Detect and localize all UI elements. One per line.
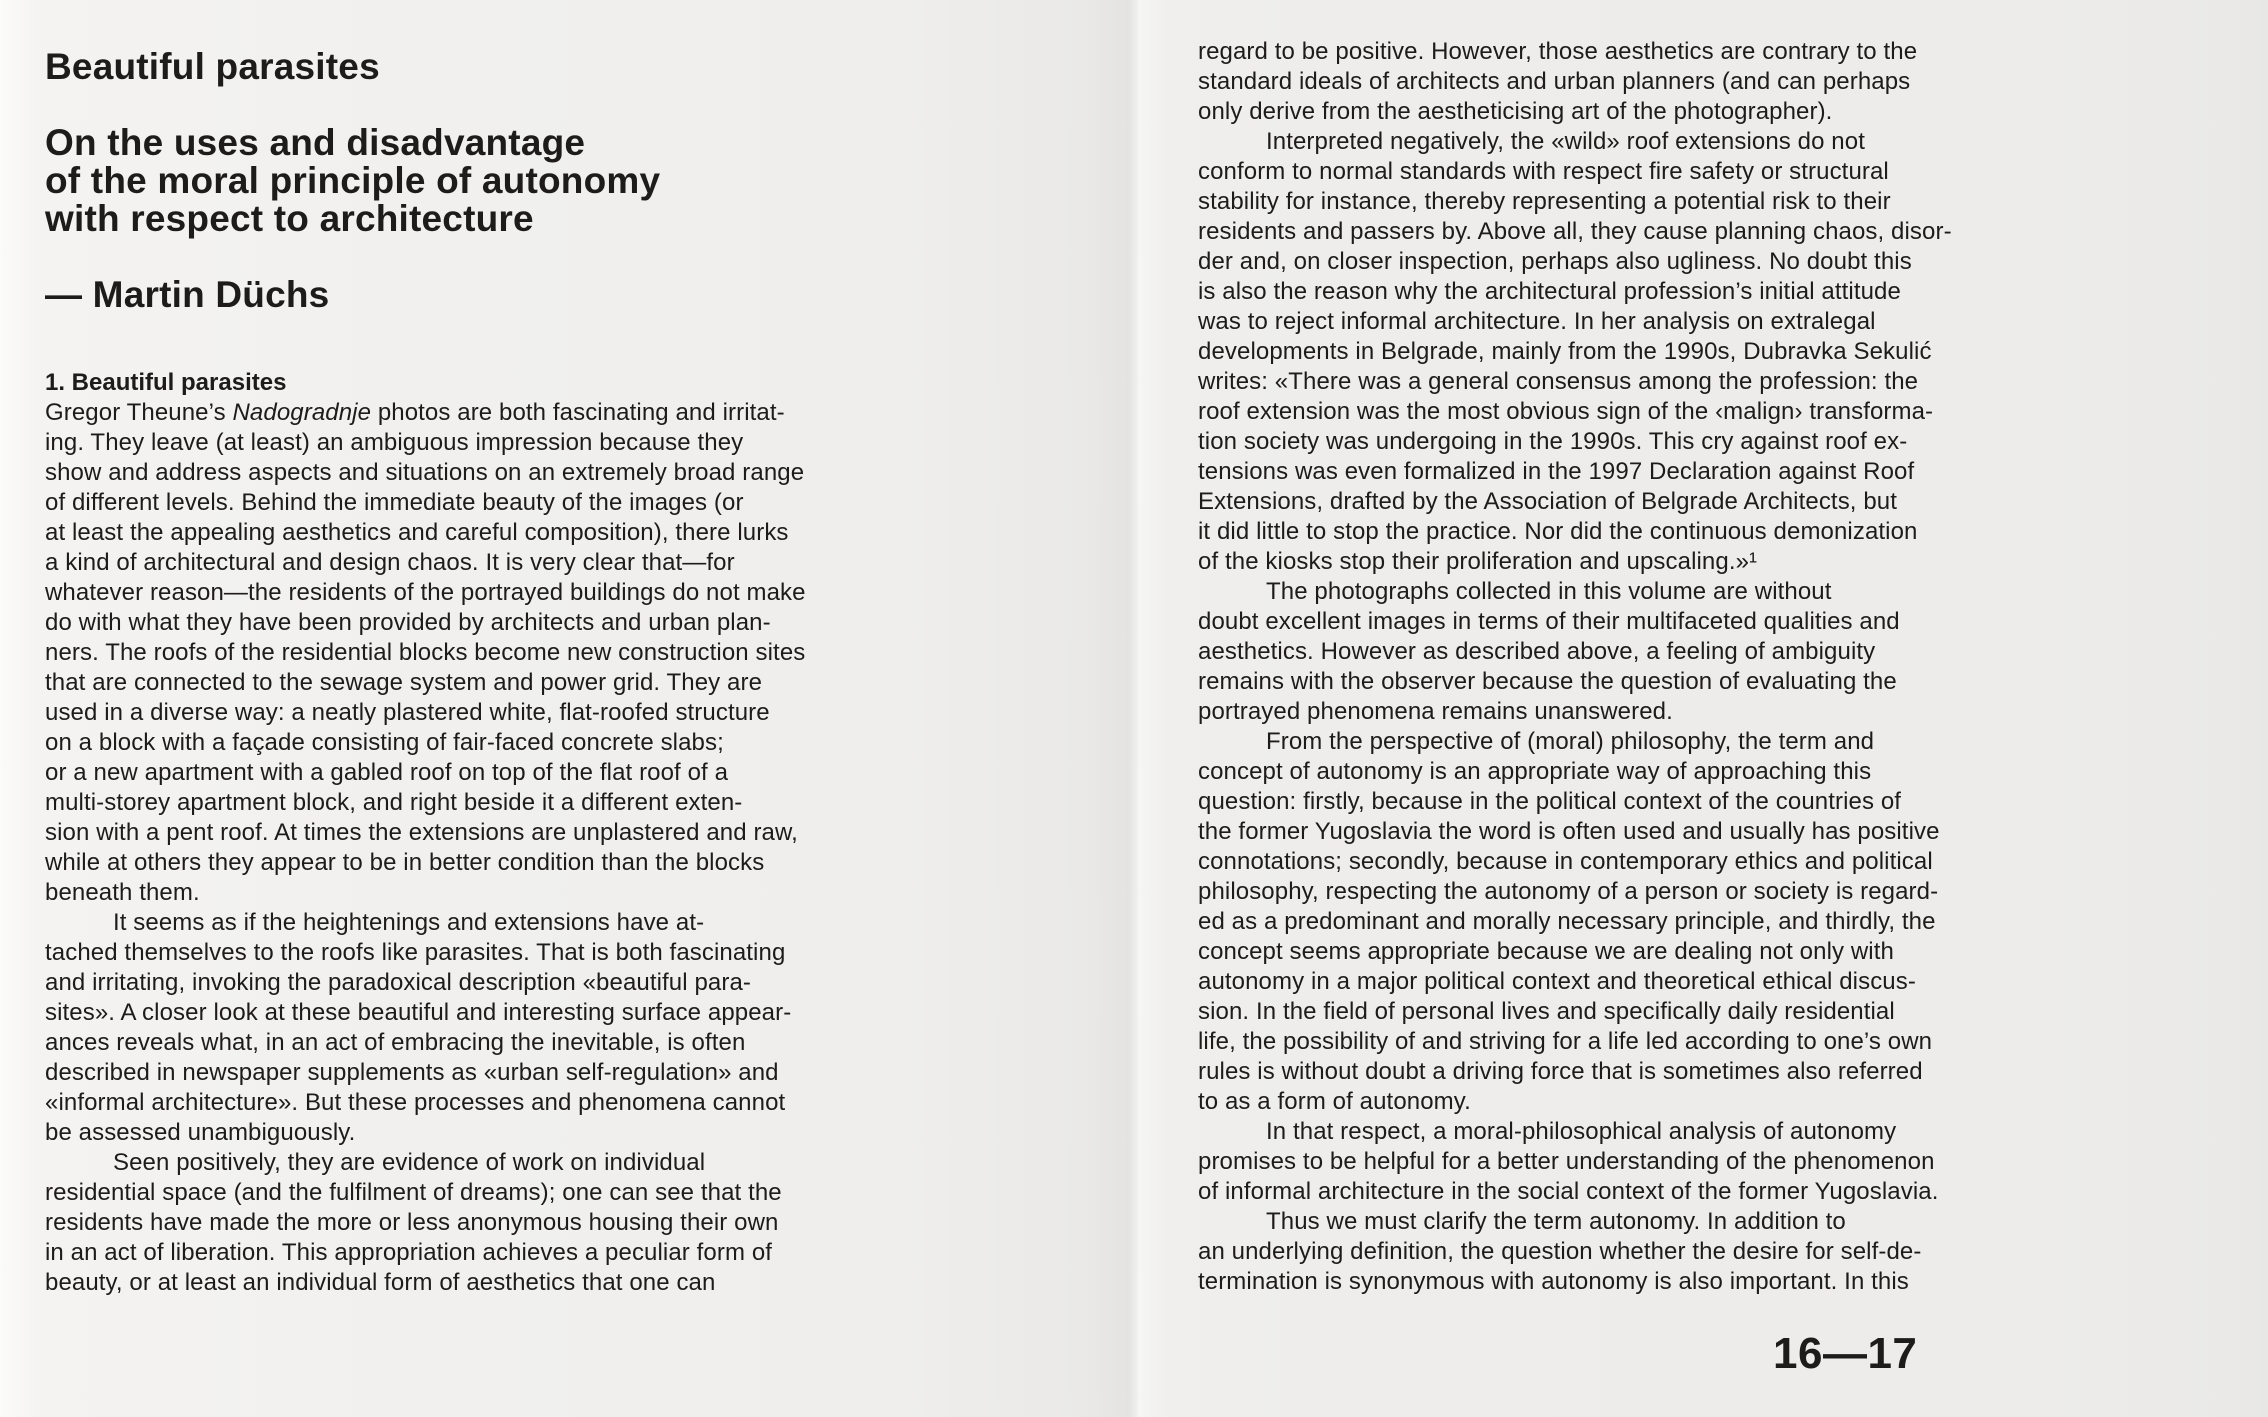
- text-line: developments in Belgrade, mainly from the 1990s, Dubravka Sekulić: [1198, 338, 1932, 365]
- text-segment: photos are both fascinating and irritat-: [371, 399, 785, 426]
- text-line: «informal architecture». But these processes and phenomena cannot: [45, 1089, 786, 1116]
- author-byline: — Martin Düchs: [45, 274, 330, 315]
- text-line: sion with a pent roof. At times the extensions are unplastered and raw,: [45, 819, 798, 846]
- text-line: a kind of architectural and design chaos. It is very clear that—for: [45, 549, 735, 576]
- text-line: it did little to stop the practice. Nor did the continuous demonization: [1198, 518, 1918, 545]
- text-line: whatever reason—the residents of the portrayed buildings do not make: [45, 579, 806, 606]
- text-line: concept seems appropriate because we are dealing not only with: [1198, 938, 1894, 965]
- text-line: of informal architecture in the social context of the former Yugoslavia.: [1198, 1178, 1939, 1205]
- text-line: remains with the observer because the question of evaluating the: [1198, 668, 1897, 695]
- paragraph: [45, 908, 1138, 1148]
- text-line: From the perspective of (moral) philosophy, the term and: [1266, 728, 1875, 755]
- text-line: philosophy, respecting the autonomy of a person or society is regard-: [1198, 878, 1939, 905]
- subtitle-line: of the moral principle of autonomy: [45, 160, 661, 201]
- paragraph: [45, 1148, 1138, 1298]
- text-line: residents have made the more or less anonymous housing their own: [45, 1209, 779, 1236]
- text-line: ing. They leave (at least) an ambiguous impression because they: [45, 429, 744, 456]
- text-line: tion society was undergoing in the 1990s. This cry against roof ex-: [1198, 428, 1908, 455]
- paragraph: [1198, 1117, 2268, 1207]
- text-line: Interpreted negatively, the «wild» roof extensions do not: [1266, 128, 1865, 155]
- text-line: [45, 398, 1138, 428]
- text-line: residential space (and the fulfilment of dreams); one can see that the: [45, 1179, 782, 1206]
- text-line: writes: «There was a general consensus among the profession: the: [1198, 368, 1919, 395]
- text-line: autonomy in a major political context and theoretical ethical discus-: [1198, 968, 1916, 995]
- paragraph: [1198, 727, 2268, 1117]
- text-line: residents and passers by. Above all, they cause planning chaos, disor-: [1198, 218, 1952, 245]
- text-line: doubt excellent images in terms of their multifaceted qualities and: [1198, 608, 1900, 635]
- page-number: 16—17: [1773, 1329, 1918, 1378]
- text-line: or a new apartment with a gabled roof on top of the flat roof of a: [45, 759, 729, 786]
- page-subtitle: [45, 124, 1138, 238]
- text-line: beauty, or at least an individual form of aesthetics that one can: [45, 1269, 716, 1296]
- text-line: be assessed unambiguously.: [45, 1119, 356, 1146]
- text-line: do with what they have been provided by architects and urban plan-: [45, 609, 771, 636]
- paragraph: [1198, 37, 2268, 127]
- text-line: the former Yugoslavia the word is often used and usually has positive: [1198, 818, 1940, 845]
- text-line: tensions was even formalized in the 1997 Declaration against Roof: [1198, 458, 1915, 485]
- italic-text: Nadogradnje: [232, 399, 372, 426]
- text-line: tached themselves to the roofs like parasites. That is both fascinating: [45, 939, 786, 966]
- text-line: portrayed phenomena remains unanswered.: [1198, 698, 1673, 725]
- left-page-body: [45, 398, 1138, 1298]
- text-line: question: firstly, because in the political context of the countries of: [1198, 788, 1902, 815]
- text-line: connotations; secondly, because in contemporary ethics and political: [1198, 848, 1933, 875]
- text-line: of the kiosks stop their proliferation and upscaling.»¹: [1198, 548, 1758, 575]
- text-line: rules is without doubt a driving force that is sometimes also referred: [1198, 1058, 1923, 1085]
- text-line: In that respect, a moral-philosophical analysis of autonomy: [1266, 1118, 1897, 1145]
- text-line: and irritating, invoking the paradoxical description «beautiful para-: [45, 969, 751, 996]
- text-line: termination is synonymous with autonomy is also important. In this: [1198, 1268, 1909, 1295]
- text-line: Extensions, drafted by the Association of Belgrade Architects, but: [1198, 488, 1898, 515]
- text-line: that are connected to the sewage system and power grid. They are: [45, 669, 763, 696]
- text-line: life, the possibility of and striving for a life led according to one’s own: [1198, 1028, 1933, 1055]
- text-line: to as a form of autonomy.: [1198, 1088, 1471, 1115]
- text-line: on a block with a façade consisting of fair-faced concrete slabs;: [45, 729, 724, 756]
- text-line: The photographs collected in this volume are without: [1266, 578, 1832, 605]
- text-line: Thus we must clarify the term autonomy. In addition to: [1266, 1208, 1846, 1235]
- text-line: sion. In the field of personal lives and specifically daily residential: [1198, 998, 1895, 1025]
- text-line: at least the appealing aesthetics and careful composition), there lurks: [45, 519, 789, 546]
- text-line: promises to be helpful for a better understanding of the phenomenon: [1198, 1148, 1935, 1175]
- text-line: multi-storey apartment block, and right beside it a different exten-: [45, 789, 743, 816]
- page-title: Beautiful parasites: [45, 46, 380, 87]
- text-line: der and, on closer inspection, perhaps also ugliness. No doubt this: [1198, 248, 1912, 275]
- right-page-body: [1198, 37, 2268, 1297]
- text-line: ances reveals what, in an act of embracing the inevitable, is often: [45, 1029, 746, 1056]
- text-line: aesthetics. However as described above, a feeling of ambiguity: [1198, 638, 1876, 665]
- section-heading: 1. Beautiful parasites: [45, 369, 287, 396]
- text-line: described in newspaper supplements as «urban self-regulation» and: [45, 1059, 779, 1086]
- paragraph: [1198, 1207, 2268, 1297]
- text-segment: Gregor Theune’s: [45, 399, 233, 426]
- text-line: ners. The roofs of the residential blocks become new construction sites: [45, 639, 806, 666]
- text-line: ed as a predominant and morally necessary principle, and thirdly, the: [1198, 908, 1936, 935]
- text-line: regard to be positive. However, those aesthetics are contrary to the: [1198, 38, 1918, 65]
- text-line: Seen positively, they are evidence of work on individual: [113, 1149, 706, 1176]
- text-line: stability for instance, thereby representing a potential risk to their: [1198, 188, 1891, 215]
- text-line: show and address aspects and situations on an extremely broad range: [45, 459, 805, 486]
- text-line: beneath them.: [45, 879, 200, 906]
- text-line: an underlying definition, the question whether the desire for self-de-: [1198, 1238, 1922, 1265]
- subtitle-line: with respect to architecture: [45, 198, 534, 239]
- text-line: It seems as if the heightenings and extensions have at-: [113, 909, 705, 936]
- text-line: used in a diverse way: a neatly plastered white, flat-roofed structure: [45, 699, 770, 726]
- text-line: was to reject informal architecture. In her analysis on extralegal: [1198, 308, 1876, 335]
- paragraph: [1198, 577, 2268, 727]
- text-line: is also the reason why the architectural profession’s initial attitude: [1198, 278, 1901, 305]
- text-line: conform to normal standards with respect fire safety or structural: [1198, 158, 1889, 185]
- text-line: of different levels. Behind the immediate beauty of the images (or: [45, 489, 744, 516]
- text-line: concept of autonomy is an appropriate way of approaching this: [1198, 758, 1872, 785]
- paragraph: [1198, 127, 2268, 577]
- text-line: sites». A closer look at these beautiful and interesting surface appear-: [45, 999, 792, 1026]
- right-page: [1138, 0, 2268, 1417]
- text-line: in an act of liberation. This appropriation achieves a peculiar form of: [45, 1239, 773, 1266]
- paragraph: [45, 398, 1138, 908]
- subtitle-line: On the uses and disadvantage: [45, 122, 586, 163]
- text-line: roof extension was the most obvious sign of the ‹malign› transforma-: [1198, 398, 1934, 425]
- text-line: only derive from the aestheticising art of the photographer).: [1198, 98, 1833, 125]
- text-line: while at others they appear to be in better condition than the blocks: [45, 849, 765, 876]
- text-line: standard ideals of architects and urban planners (and can perhaps: [1198, 68, 1911, 95]
